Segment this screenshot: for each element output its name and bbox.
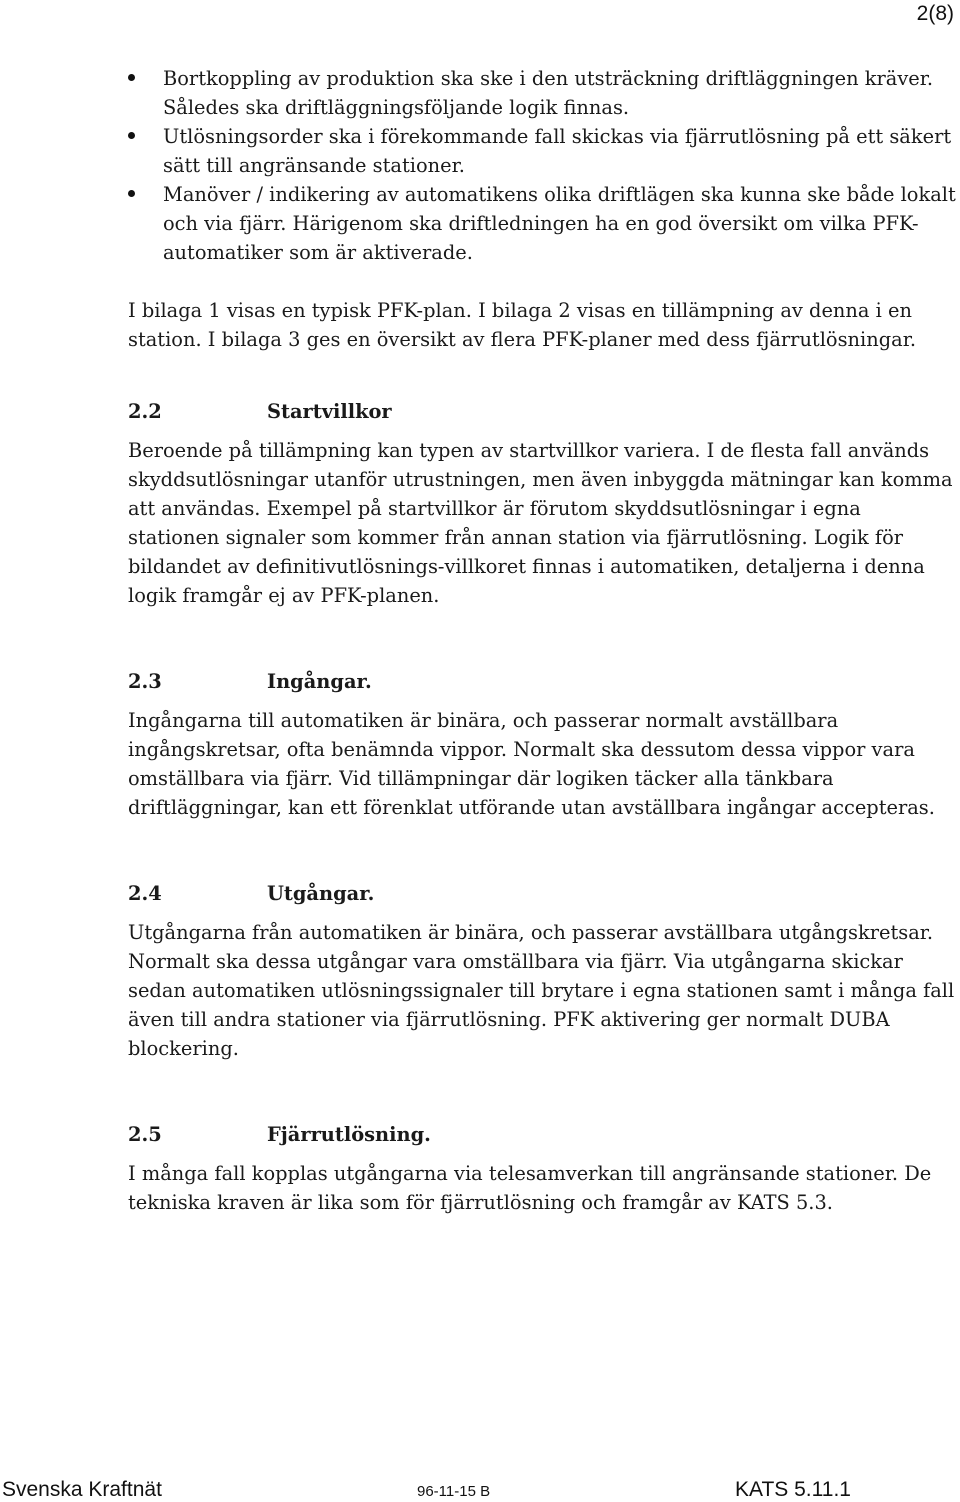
section-number: 2.2 [128,400,162,423]
bullet-text: Bortkoppling av produktion ska ske i den utsträckning driftläggningen kräver. Således ska driftläggningsföljande logik finnas. [163,67,934,119]
section-text-2-5: I många fall kopplas utgångarna via telesamverkan till angränsande stationer. De tekniska kraven är lika som för fjärrutlösning och framgår av KATS 5.3. [128,1162,932,1214]
section-heading-2-4 [128,879,958,908]
section-text-2-4: Utgångarna från automatiken är binära, och passerar avställbara utgångskretsar. Normalt ska dessa utgångar vara omställbara via fjärr. Via utgångarna skickar sedan automatiken utlösningssignaler till brytare i egna stationen samt i många fall även till andra stationer via fjärrutlösning. PFK aktivering ger normalt DUBA blockering. [128,921,955,1060]
section-title: Ingångar. [267,670,372,693]
page-number: 2(8) [916,2,954,25]
bullet-icon [128,132,135,139]
section-title: Startvillkor [267,400,392,423]
bullet-list [128,64,958,267]
intro-paragraph: I bilaga 1 visas en typisk PFK-plan. I bilaga 2 visas en tillämpning av denna i en station. I bilaga 3 ges en översikt av flera PFK-planer med dess fjärrutlösningar. [128,299,917,351]
bullet-text: Utlösningsorder ska i förekommande fall skickas via fjärrutlösning på ett säkert sätt till angränsande stationer. [163,125,952,177]
footer-date-code: 96-11-15 B [417,1483,491,1500]
section-heading-2-3 [128,667,958,696]
footer-organization: Svenska Kraftnät [2,1478,162,1501]
section-heading-2-5 [128,1120,958,1149]
section-number: 2.3 [128,670,162,693]
bullet-text: Manöver / indikering av automatikens olika driftlägen ska kunna ske både lokalt och via fjärr. Härigenom ska driftledningen ha en god översikt om vilka PFK-automatiker som är aktiverade. [163,183,956,264]
bullet-icon [128,74,135,81]
section-text-2-3: Ingångarna till automatiken är binära, och passerar normalt avställbara ingångskretsar, ofta benämnda vippor. Normalt ska dessutom dessa vippor vara omställbara via fjärr. Vid tillämpningar där logiken täcker alla tänkbara driftläggningar, kan ett förenklat utförande utan avställbara ingångar accepteras. [128,709,935,819]
section-number: 2.5 [128,1123,162,1146]
document-body [128,64,958,1217]
section-number: 2.4 [128,882,162,905]
list-item [128,180,958,267]
bullet-icon [128,190,135,197]
section-text-2-2: Beroende på tillämpning kan typen av startvillkor variera. I de flesta fall används skyddsutlösningar utanför utrustningen, men även inbyggda mätningar kan komma att användas. Exempel på startvillkor är förutom skyddsutlösningar i egna stationen signaler som kommer från annan station via fjärrutlösning. Logik för bildandet av definitivutlösnings-villkoret finnas i automatiken, detaljerna i denna logik framgår ej av PFK-planen. [128,439,953,607]
section-title: Fjärrutlösning. [267,1123,431,1146]
list-item [128,64,958,122]
footer-document-id: KATS 5.11.1 [735,1478,851,1501]
list-item [128,122,958,180]
section-heading-2-2 [128,397,958,426]
section-title: Utgångar. [267,882,375,905]
